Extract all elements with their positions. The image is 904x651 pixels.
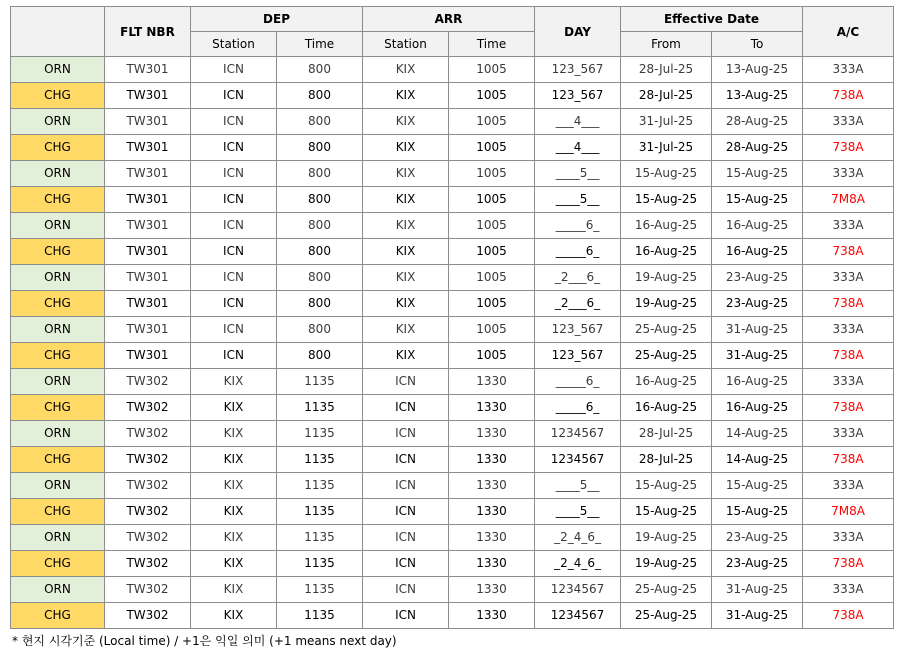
- day-cell: _2___6_: [535, 265, 621, 291]
- day-cell: 123_567: [535, 83, 621, 109]
- arr-station-cell: KIX: [363, 83, 449, 109]
- to-date-cell: 15-Aug-25: [712, 499, 803, 525]
- schedule-table-wrapper: [10, 6, 894, 629]
- flight-number-cell: TW301: [105, 213, 191, 239]
- dep-station-cell: ICN: [191, 213, 277, 239]
- dep-time-cell: 800: [277, 57, 363, 83]
- from-date-cell: 31-Jul-25: [621, 135, 712, 161]
- arr-station-cell: ICN: [363, 525, 449, 551]
- to-date-cell: 23-Aug-25: [712, 551, 803, 577]
- row-type-cell: CHG: [11, 499, 105, 525]
- row-type-cell: ORN: [11, 421, 105, 447]
- row-type-cell: CHG: [11, 551, 105, 577]
- header-flt-nbr: FLT NBR: [105, 7, 191, 57]
- arr-time-cell: 1330: [449, 369, 535, 395]
- dep-station-cell: KIX: [191, 473, 277, 499]
- dep-station-cell: ICN: [191, 317, 277, 343]
- table-row: [11, 343, 894, 369]
- row-type-cell: ORN: [11, 369, 105, 395]
- arr-time-cell: 1330: [449, 395, 535, 421]
- to-date-cell: 31-Aug-25: [712, 577, 803, 603]
- dep-station-cell: ICN: [191, 239, 277, 265]
- table-header: [11, 7, 894, 57]
- table-body: [11, 57, 894, 629]
- dep-station-cell: KIX: [191, 551, 277, 577]
- table-row: [11, 135, 894, 161]
- dep-time-cell: 1135: [277, 395, 363, 421]
- aircraft-cell: 7M8A: [803, 499, 894, 525]
- to-date-cell: 15-Aug-25: [712, 473, 803, 499]
- dep-time-cell: 1135: [277, 499, 363, 525]
- dep-time-cell: 800: [277, 291, 363, 317]
- dep-station-cell: KIX: [191, 499, 277, 525]
- table-row: [11, 83, 894, 109]
- dep-station-cell: KIX: [191, 369, 277, 395]
- dep-time-cell: 800: [277, 265, 363, 291]
- dep-station-cell: KIX: [191, 395, 277, 421]
- day-cell: _2___6_: [535, 291, 621, 317]
- flight-number-cell: TW301: [105, 83, 191, 109]
- day-cell: 123_567: [535, 343, 621, 369]
- to-date-cell: 15-Aug-25: [712, 161, 803, 187]
- dep-time-cell: 800: [277, 187, 363, 213]
- dep-time-cell: 1135: [277, 447, 363, 473]
- to-date-cell: 16-Aug-25: [712, 213, 803, 239]
- to-date-cell: 16-Aug-25: [712, 239, 803, 265]
- to-date-cell: 23-Aug-25: [712, 265, 803, 291]
- to-date-cell: 23-Aug-25: [712, 525, 803, 551]
- table-row: [11, 551, 894, 577]
- flight-number-cell: TW302: [105, 395, 191, 421]
- arr-station-cell: ICN: [363, 577, 449, 603]
- row-type-cell: ORN: [11, 525, 105, 551]
- arr-station-cell: ICN: [363, 473, 449, 499]
- from-date-cell: 25-Aug-25: [621, 603, 712, 629]
- flight-number-cell: TW301: [105, 109, 191, 135]
- header-ac: A/C: [803, 7, 894, 57]
- aircraft-cell: 738A: [803, 83, 894, 109]
- from-date-cell: 15-Aug-25: [621, 161, 712, 187]
- row-type-cell: ORN: [11, 577, 105, 603]
- header-to: To: [712, 32, 803, 57]
- header-arr-station: Station: [363, 32, 449, 57]
- row-type-cell: CHG: [11, 239, 105, 265]
- to-date-cell: 13-Aug-25: [712, 57, 803, 83]
- dep-station-cell: ICN: [191, 187, 277, 213]
- to-date-cell: 31-Aug-25: [712, 343, 803, 369]
- day-cell: ____5__: [535, 473, 621, 499]
- from-date-cell: 25-Aug-25: [621, 577, 712, 603]
- table-row: [11, 369, 894, 395]
- dep-time-cell: 800: [277, 109, 363, 135]
- dep-time-cell: 1135: [277, 473, 363, 499]
- schedule-table: [10, 6, 894, 629]
- day-cell: ___4___: [535, 109, 621, 135]
- day-cell: 1234567: [535, 421, 621, 447]
- table-row: [11, 603, 894, 629]
- header-arr-time: Time: [449, 32, 535, 57]
- aircraft-cell: 333A: [803, 525, 894, 551]
- arr-time-cell: 1330: [449, 473, 535, 499]
- table-row: [11, 577, 894, 603]
- from-date-cell: 28-Jul-25: [621, 57, 712, 83]
- aircraft-cell: 738A: [803, 291, 894, 317]
- aircraft-cell: 738A: [803, 551, 894, 577]
- table-row: [11, 395, 894, 421]
- aircraft-cell: 333A: [803, 213, 894, 239]
- arr-station-cell: KIX: [363, 187, 449, 213]
- row-type-cell: CHG: [11, 343, 105, 369]
- day-cell: 123_567: [535, 57, 621, 83]
- aircraft-cell: 7M8A: [803, 187, 894, 213]
- arr-time-cell: 1330: [449, 499, 535, 525]
- arr-time-cell: 1005: [449, 213, 535, 239]
- aircraft-cell: 738A: [803, 135, 894, 161]
- dep-station-cell: ICN: [191, 265, 277, 291]
- day-cell: _2_4_6_: [535, 551, 621, 577]
- flight-number-cell: TW301: [105, 187, 191, 213]
- flight-number-cell: TW301: [105, 343, 191, 369]
- dep-station-cell: ICN: [191, 83, 277, 109]
- to-date-cell: 14-Aug-25: [712, 447, 803, 473]
- header-blank: [11, 7, 105, 57]
- day-cell: ___4___: [535, 135, 621, 161]
- table-row: [11, 213, 894, 239]
- from-date-cell: 28-Jul-25: [621, 421, 712, 447]
- day-cell: 1234567: [535, 447, 621, 473]
- flight-number-cell: TW301: [105, 265, 191, 291]
- header-dep: DEP: [191, 7, 363, 32]
- arr-station-cell: KIX: [363, 135, 449, 161]
- arr-station-cell: KIX: [363, 239, 449, 265]
- aircraft-cell: 333A: [803, 577, 894, 603]
- arr-station-cell: KIX: [363, 213, 449, 239]
- table-row: [11, 447, 894, 473]
- dep-station-cell: KIX: [191, 525, 277, 551]
- to-date-cell: 31-Aug-25: [712, 317, 803, 343]
- dep-station-cell: KIX: [191, 447, 277, 473]
- day-cell: ____5__: [535, 499, 621, 525]
- day-cell: 1234567: [535, 603, 621, 629]
- dep-station-cell: ICN: [191, 161, 277, 187]
- arr-time-cell: 1005: [449, 83, 535, 109]
- from-date-cell: 16-Aug-25: [621, 213, 712, 239]
- day-cell: ____5__: [535, 161, 621, 187]
- row-type-cell: ORN: [11, 265, 105, 291]
- arr-time-cell: 1005: [449, 317, 535, 343]
- day-cell: _____6_: [535, 239, 621, 265]
- flight-number-cell: TW302: [105, 499, 191, 525]
- dep-time-cell: 800: [277, 317, 363, 343]
- dep-station-cell: ICN: [191, 109, 277, 135]
- aircraft-cell: 738A: [803, 447, 894, 473]
- to-date-cell: 15-Aug-25: [712, 187, 803, 213]
- table-row: [11, 291, 894, 317]
- arr-time-cell: 1005: [449, 343, 535, 369]
- table-row: [11, 239, 894, 265]
- row-type-cell: CHG: [11, 447, 105, 473]
- dep-time-cell: 800: [277, 83, 363, 109]
- aircraft-cell: 333A: [803, 317, 894, 343]
- arr-station-cell: KIX: [363, 109, 449, 135]
- from-date-cell: 28-Jul-25: [621, 83, 712, 109]
- day-cell: _____6_: [535, 213, 621, 239]
- flight-number-cell: TW301: [105, 291, 191, 317]
- row-type-cell: CHG: [11, 83, 105, 109]
- arr-time-cell: 1005: [449, 109, 535, 135]
- row-type-cell: CHG: [11, 187, 105, 213]
- row-type-cell: CHG: [11, 603, 105, 629]
- arr-station-cell: ICN: [363, 369, 449, 395]
- arr-time-cell: 1330: [449, 525, 535, 551]
- day-cell: _____6_: [535, 395, 621, 421]
- arr-time-cell: 1005: [449, 57, 535, 83]
- row-type-cell: ORN: [11, 317, 105, 343]
- dep-time-cell: 800: [277, 161, 363, 187]
- row-type-cell: ORN: [11, 473, 105, 499]
- arr-station-cell: KIX: [363, 343, 449, 369]
- flight-number-cell: TW302: [105, 577, 191, 603]
- dep-time-cell: 1135: [277, 577, 363, 603]
- to-date-cell: 28-Aug-25: [712, 135, 803, 161]
- row-type-cell: ORN: [11, 161, 105, 187]
- arr-station-cell: KIX: [363, 291, 449, 317]
- aircraft-cell: 738A: [803, 343, 894, 369]
- arr-time-cell: 1005: [449, 265, 535, 291]
- flight-number-cell: TW301: [105, 161, 191, 187]
- arr-time-cell: 1330: [449, 577, 535, 603]
- arr-time-cell: 1005: [449, 161, 535, 187]
- aircraft-cell: 333A: [803, 265, 894, 291]
- header-dep-time: Time: [277, 32, 363, 57]
- from-date-cell: 28-Jul-25: [621, 447, 712, 473]
- aircraft-cell: 738A: [803, 395, 894, 421]
- day-cell: ____5__: [535, 187, 621, 213]
- table-row: [11, 421, 894, 447]
- from-date-cell: 16-Aug-25: [621, 369, 712, 395]
- arr-time-cell: 1330: [449, 421, 535, 447]
- day-cell: _____6_: [535, 369, 621, 395]
- aircraft-cell: 333A: [803, 57, 894, 83]
- from-date-cell: 19-Aug-25: [621, 291, 712, 317]
- row-type-cell: ORN: [11, 213, 105, 239]
- header-from: From: [621, 32, 712, 57]
- aircraft-cell: 333A: [803, 473, 894, 499]
- from-date-cell: 15-Aug-25: [621, 499, 712, 525]
- arr-station-cell: KIX: [363, 57, 449, 83]
- arr-time-cell: 1005: [449, 135, 535, 161]
- dep-time-cell: 1135: [277, 421, 363, 447]
- dep-station-cell: ICN: [191, 57, 277, 83]
- arr-station-cell: ICN: [363, 447, 449, 473]
- flight-number-cell: TW302: [105, 421, 191, 447]
- dep-station-cell: ICN: [191, 343, 277, 369]
- row-type-cell: ORN: [11, 109, 105, 135]
- aircraft-cell: 333A: [803, 161, 894, 187]
- dep-time-cell: 1135: [277, 525, 363, 551]
- to-date-cell: 13-Aug-25: [712, 83, 803, 109]
- from-date-cell: 16-Aug-25: [621, 395, 712, 421]
- header-arr: ARR: [363, 7, 535, 32]
- row-type-cell: CHG: [11, 291, 105, 317]
- table-row: [11, 473, 894, 499]
- dep-time-cell: 800: [277, 213, 363, 239]
- from-date-cell: 19-Aug-25: [621, 265, 712, 291]
- arr-station-cell: KIX: [363, 265, 449, 291]
- aircraft-cell: 333A: [803, 421, 894, 447]
- flight-number-cell: TW301: [105, 57, 191, 83]
- arr-time-cell: 1330: [449, 603, 535, 629]
- table-row: [11, 161, 894, 187]
- day-cell: _2_4_6_: [535, 525, 621, 551]
- from-date-cell: 25-Aug-25: [621, 343, 712, 369]
- flight-number-cell: TW302: [105, 473, 191, 499]
- from-date-cell: 19-Aug-25: [621, 525, 712, 551]
- table-row: [11, 187, 894, 213]
- arr-station-cell: ICN: [363, 499, 449, 525]
- dep-station-cell: KIX: [191, 577, 277, 603]
- to-date-cell: 16-Aug-25: [712, 369, 803, 395]
- dep-station-cell: KIX: [191, 421, 277, 447]
- aircraft-cell: 738A: [803, 239, 894, 265]
- arr-station-cell: ICN: [363, 551, 449, 577]
- to-date-cell: 23-Aug-25: [712, 291, 803, 317]
- table-row: [11, 57, 894, 83]
- dep-station-cell: ICN: [191, 135, 277, 161]
- dep-station-cell: ICN: [191, 291, 277, 317]
- flight-number-cell: TW302: [105, 525, 191, 551]
- dep-time-cell: 800: [277, 239, 363, 265]
- aircraft-cell: 738A: [803, 603, 894, 629]
- footnote: * 현지 시각기준 (Local time) / +1은 익일 의미 (+1 means next day): [12, 634, 397, 648]
- arr-time-cell: 1005: [449, 187, 535, 213]
- row-type-cell: CHG: [11, 395, 105, 421]
- from-date-cell: 25-Aug-25: [621, 317, 712, 343]
- table-row: [11, 317, 894, 343]
- from-date-cell: 15-Aug-25: [621, 187, 712, 213]
- arr-time-cell: 1005: [449, 239, 535, 265]
- table-row: [11, 499, 894, 525]
- dep-time-cell: 800: [277, 135, 363, 161]
- flight-number-cell: TW301: [105, 135, 191, 161]
- flight-number-cell: TW302: [105, 369, 191, 395]
- aircraft-cell: 333A: [803, 109, 894, 135]
- arr-station-cell: ICN: [363, 603, 449, 629]
- from-date-cell: 19-Aug-25: [621, 551, 712, 577]
- from-date-cell: 16-Aug-25: [621, 239, 712, 265]
- day-cell: 1234567: [535, 577, 621, 603]
- table-row: [11, 109, 894, 135]
- day-cell: 123_567: [535, 317, 621, 343]
- to-date-cell: 28-Aug-25: [712, 109, 803, 135]
- arr-time-cell: 1330: [449, 551, 535, 577]
- dep-time-cell: 1135: [277, 603, 363, 629]
- flight-number-cell: TW301: [105, 317, 191, 343]
- from-date-cell: 15-Aug-25: [621, 473, 712, 499]
- dep-time-cell: 800: [277, 343, 363, 369]
- to-date-cell: 16-Aug-25: [712, 395, 803, 421]
- to-date-cell: 14-Aug-25: [712, 421, 803, 447]
- flight-number-cell: TW302: [105, 603, 191, 629]
- row-type-cell: CHG: [11, 135, 105, 161]
- dep-station-cell: KIX: [191, 603, 277, 629]
- to-date-cell: 31-Aug-25: [712, 603, 803, 629]
- header-effective-date: Effective Date: [621, 7, 803, 32]
- header-dep-station: Station: [191, 32, 277, 57]
- table-row: [11, 265, 894, 291]
- header-row-top: [11, 7, 894, 32]
- dep-time-cell: 1135: [277, 369, 363, 395]
- dep-time-cell: 1135: [277, 551, 363, 577]
- arr-station-cell: ICN: [363, 395, 449, 421]
- flight-number-cell: TW302: [105, 447, 191, 473]
- arr-station-cell: KIX: [363, 161, 449, 187]
- header-day: DAY: [535, 7, 621, 57]
- arr-time-cell: 1005: [449, 291, 535, 317]
- arr-time-cell: 1330: [449, 447, 535, 473]
- arr-station-cell: KIX: [363, 317, 449, 343]
- table-row: [11, 525, 894, 551]
- flight-number-cell: TW301: [105, 239, 191, 265]
- flight-number-cell: TW302: [105, 551, 191, 577]
- aircraft-cell: 333A: [803, 369, 894, 395]
- from-date-cell: 31-Jul-25: [621, 109, 712, 135]
- row-type-cell: ORN: [11, 57, 105, 83]
- arr-station-cell: ICN: [363, 421, 449, 447]
